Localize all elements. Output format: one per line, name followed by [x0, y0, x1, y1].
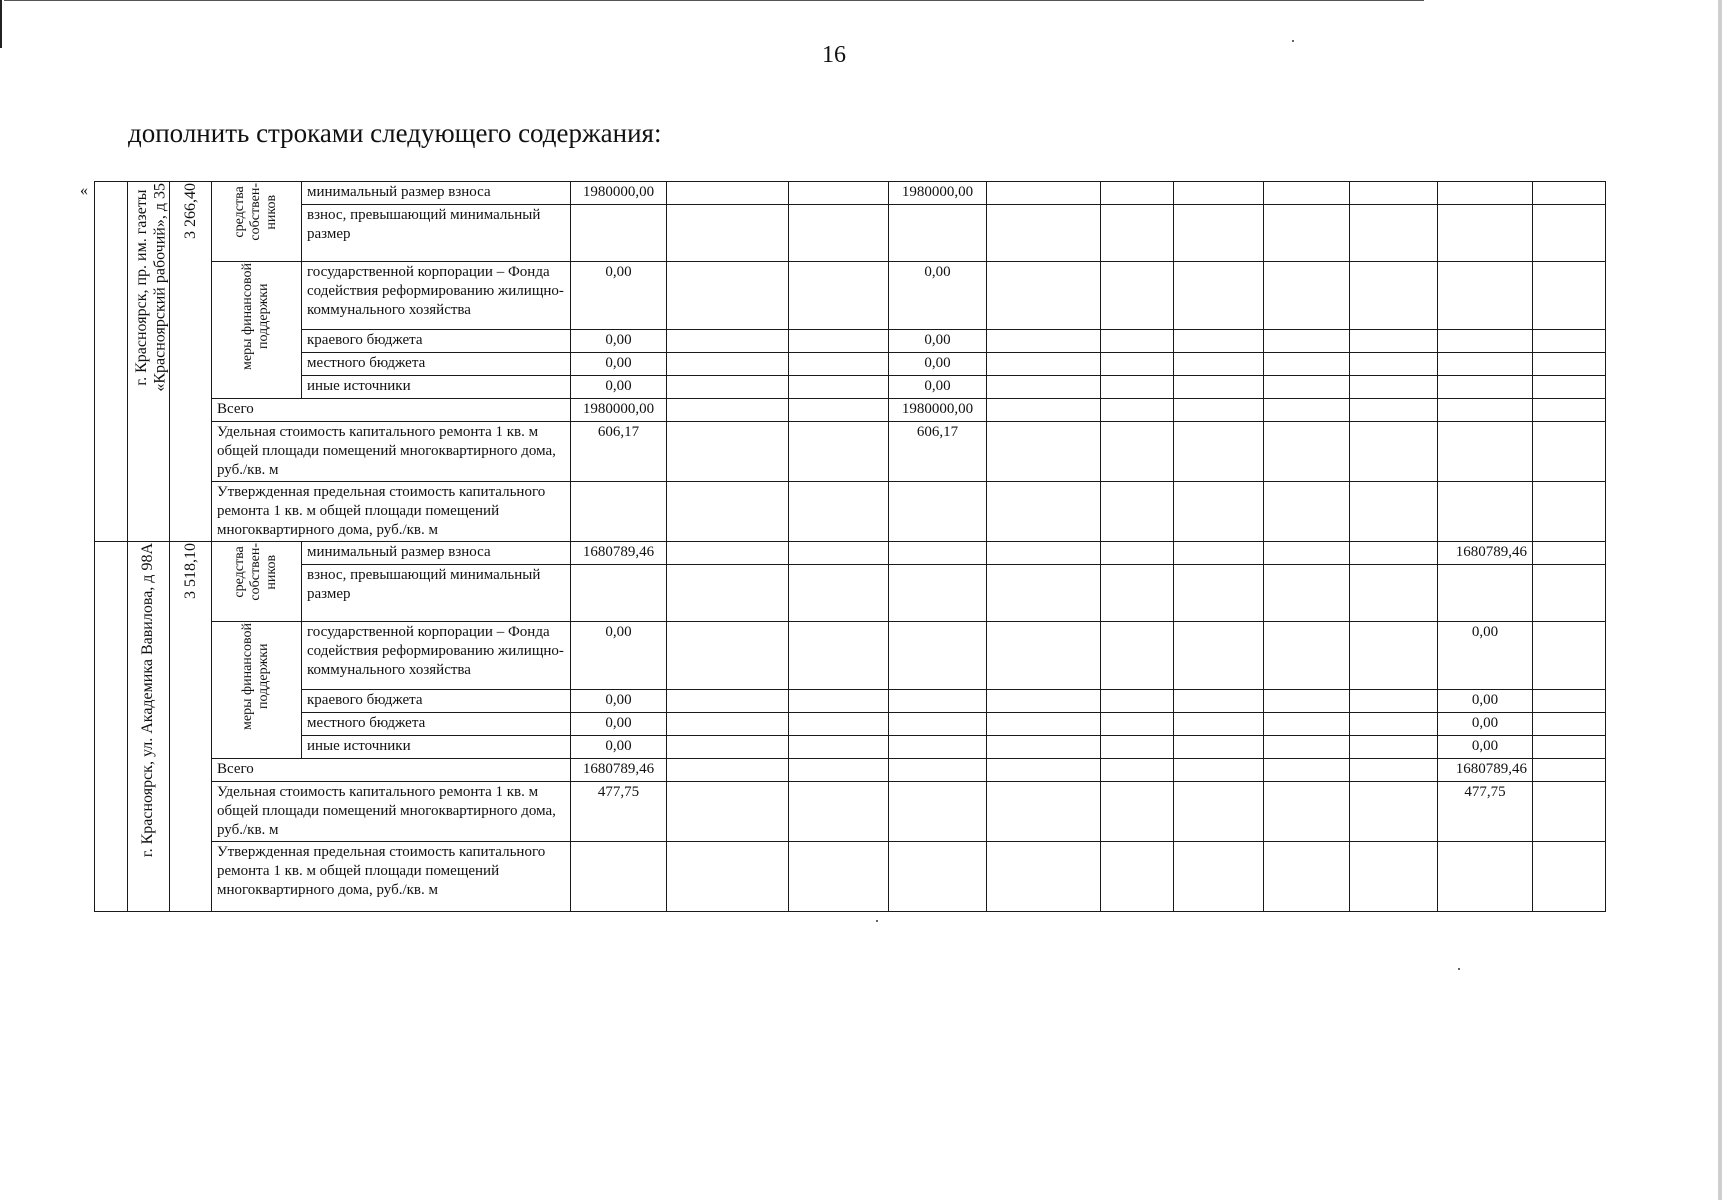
blank-cell	[667, 565, 789, 622]
area-cell	[170, 182, 212, 542]
row-label: Всего	[212, 759, 571, 782]
value-cell: 0,00	[571, 736, 667, 759]
blank-cell	[1174, 182, 1264, 205]
blank-cell	[889, 565, 987, 622]
group-label: ников	[264, 194, 280, 230]
scan-speck	[876, 920, 878, 922]
blank-cell	[1264, 182, 1350, 205]
blank-cell	[1174, 353, 1264, 376]
table-row	[95, 842, 1606, 912]
row-label: краевого бюджета	[302, 690, 571, 713]
blank-cell	[1533, 482, 1606, 542]
address-line: г. Красноярск, пр. им. газеты	[133, 189, 150, 386]
blank-cell	[1533, 353, 1606, 376]
blank-cell	[789, 713, 889, 736]
blank-cell	[789, 690, 889, 713]
blank-cell	[1350, 353, 1438, 376]
blank-cell	[1101, 759, 1174, 782]
value-cell: 0,00	[1438, 713, 1533, 736]
value-cell	[571, 205, 667, 262]
blank-cell	[987, 205, 1101, 262]
blank-cell	[1350, 842, 1438, 912]
blank-cell	[1533, 713, 1606, 736]
value-cell: 0,00	[1438, 736, 1533, 759]
blank-cell	[1350, 262, 1438, 330]
blank-cell	[1101, 376, 1174, 399]
row-label: Утвержденная предельная стоимость капитального ремонта 1 кв. м общей площади помещений многоквартирного дома, руб./кв. м	[212, 482, 571, 542]
blank-cell	[1350, 205, 1438, 262]
blank-cell	[1533, 205, 1606, 262]
blank-cell	[1174, 622, 1264, 690]
blank-cell	[789, 736, 889, 759]
blank-cell	[1264, 542, 1350, 565]
blank-cell	[1438, 330, 1533, 353]
table-row	[95, 565, 1606, 622]
blank-cell	[789, 376, 889, 399]
blank-cell	[987, 713, 1101, 736]
blank-cell	[1101, 690, 1174, 713]
blank-cell	[1174, 330, 1264, 353]
blank-cell	[1174, 482, 1264, 542]
table-row	[95, 262, 1606, 330]
blank-cell	[789, 842, 889, 912]
value-cell: 0,00	[1438, 622, 1533, 690]
scan-edge-top	[4, 0, 1424, 1]
row-label: краевого бюджета	[302, 330, 571, 353]
value-cell: 477,75	[1438, 782, 1533, 842]
blank-cell	[1101, 782, 1174, 842]
table-row	[95, 713, 1606, 736]
blank-cell	[1174, 399, 1264, 422]
blank-cell	[667, 542, 789, 565]
blank-cell	[1264, 565, 1350, 622]
blank-cell	[789, 330, 889, 353]
blank-cell	[1350, 182, 1438, 205]
value-cell: 0,00	[571, 353, 667, 376]
value-cell: 1680789,46	[1438, 542, 1533, 565]
value-cell: 606,17	[889, 422, 987, 482]
value-cell: 0,00	[571, 330, 667, 353]
blank-cell	[987, 182, 1101, 205]
blank-cell	[789, 262, 889, 330]
blank-cell	[1174, 542, 1264, 565]
group-label: поддержки	[256, 643, 272, 710]
group-support-cell	[212, 262, 302, 399]
blank-cell	[889, 782, 987, 842]
group-support-cell	[212, 622, 302, 759]
blank-cell	[789, 205, 889, 262]
value-cell: 0,00	[571, 376, 667, 399]
blank-cell	[987, 262, 1101, 330]
blank-cell	[1438, 262, 1533, 330]
blank-cell	[1533, 542, 1606, 565]
blank-cell	[1264, 842, 1350, 912]
blank-cell	[1438, 482, 1533, 542]
row-label: местного бюджета	[302, 353, 571, 376]
blank-cell	[667, 622, 789, 690]
blank-cell	[789, 565, 889, 622]
blank-cell	[667, 182, 789, 205]
blank-cell	[987, 736, 1101, 759]
area-value: 3 518,10	[181, 543, 199, 599]
area-cell	[170, 542, 212, 912]
value-cell: 1980000,00	[889, 399, 987, 422]
blank-cell	[1174, 376, 1264, 399]
address-cell	[128, 542, 170, 912]
blank-cell	[987, 842, 1101, 912]
blank-cell	[667, 262, 789, 330]
row-label: государственной корпорации – Фонда содействия реформированию жилищно-коммунального хозяйства	[302, 622, 571, 690]
value-cell	[889, 482, 987, 542]
blank-cell	[1174, 205, 1264, 262]
blank-cell	[889, 542, 987, 565]
blank-cell	[1264, 482, 1350, 542]
blank-cell	[1350, 713, 1438, 736]
blank-cell	[1101, 182, 1174, 205]
value-cell: 0,00	[571, 622, 667, 690]
table-row	[95, 399, 1606, 422]
value-cell: 0,00	[889, 376, 987, 399]
blank-cell	[1533, 330, 1606, 353]
blank-cell	[1438, 353, 1533, 376]
group-label: меры финансовой	[240, 263, 256, 370]
blank-cell	[667, 759, 789, 782]
table-row	[95, 542, 1606, 565]
blank-cell	[889, 842, 987, 912]
value-cell: 1680789,46	[571, 759, 667, 782]
intro-text: дополнить строками следующего содержания:	[128, 118, 662, 148]
blank-cell	[987, 422, 1101, 482]
blank-cell	[1350, 565, 1438, 622]
blank-cell	[987, 759, 1101, 782]
blank-cell	[1101, 713, 1174, 736]
scan-edge-left	[0, 0, 2, 48]
blank-cell	[889, 736, 987, 759]
blank-cell	[1533, 182, 1606, 205]
table-row	[95, 376, 1606, 399]
blank-cell	[987, 330, 1101, 353]
repair-financing-table	[94, 181, 1606, 912]
blank-cell	[667, 205, 789, 262]
blank-cell	[1438, 399, 1533, 422]
blank-cell	[1264, 262, 1350, 330]
blank-cell	[1533, 690, 1606, 713]
table-row	[95, 353, 1606, 376]
blank-cell	[667, 330, 789, 353]
blank-cell	[1264, 782, 1350, 842]
group-owners-cell	[212, 542, 302, 622]
blank-cell	[1533, 622, 1606, 690]
group-label: поддержки	[256, 283, 272, 350]
value-cell: 1980000,00	[889, 182, 987, 205]
table-row	[95, 182, 1606, 205]
blank-cell	[1350, 422, 1438, 482]
address-cell	[128, 182, 170, 542]
blank-cell	[1174, 736, 1264, 759]
value-cell: 1980000,00	[571, 182, 667, 205]
blank-cell	[1101, 422, 1174, 482]
blank-cell	[1350, 542, 1438, 565]
blank-cell	[789, 353, 889, 376]
row-label: иные источники	[302, 376, 571, 399]
blank-cell	[1101, 622, 1174, 690]
blank-cell	[789, 542, 889, 565]
blank-cell	[1438, 205, 1533, 262]
blank-cell	[95, 542, 128, 912]
blank-cell	[987, 542, 1101, 565]
area-value: 3 266,40	[181, 183, 199, 239]
blank-cell	[889, 713, 987, 736]
blank-cell	[1350, 330, 1438, 353]
blank-cell	[1350, 690, 1438, 713]
value-cell	[571, 482, 667, 542]
value-cell: 0,00	[889, 330, 987, 353]
table-row	[95, 330, 1606, 353]
blank-cell	[1174, 422, 1264, 482]
blank-cell	[987, 690, 1101, 713]
row-label: взнос, превышающий минимальный размер	[302, 565, 571, 622]
blank-cell	[1533, 422, 1606, 482]
blank-cell	[1533, 759, 1606, 782]
value-cell: 0,00	[571, 262, 667, 330]
blank-cell	[1101, 353, 1174, 376]
blank-cell	[1264, 399, 1350, 422]
blank-cell	[1264, 205, 1350, 262]
blank-cell	[1533, 262, 1606, 330]
blank-cell	[789, 399, 889, 422]
blank-cell	[987, 482, 1101, 542]
blank-cell	[987, 376, 1101, 399]
value-cell	[1438, 565, 1533, 622]
opening-quote-mark: «	[80, 182, 88, 199]
value-cell: 0,00	[571, 690, 667, 713]
blank-cell	[1533, 782, 1606, 842]
blank-cell	[1174, 759, 1264, 782]
blank-cell	[1350, 782, 1438, 842]
blank-cell	[1533, 399, 1606, 422]
group-label: собствен-	[248, 543, 264, 601]
address-line: «Красноярский рабочий», д 35	[151, 183, 169, 392]
blank-cell	[889, 622, 987, 690]
blank-cell	[667, 422, 789, 482]
group-label: средства	[232, 186, 248, 238]
blank-cell	[1101, 262, 1174, 330]
value-cell: 0,00	[889, 353, 987, 376]
blank-cell	[667, 782, 789, 842]
blank-cell	[667, 736, 789, 759]
blank-cell	[889, 690, 987, 713]
row-label: местного бюджета	[302, 713, 571, 736]
value-cell: 1980000,00	[571, 399, 667, 422]
blank-cell	[1533, 376, 1606, 399]
blank-cell	[1264, 353, 1350, 376]
scan-speck	[1458, 968, 1460, 970]
value-cell: 1680789,46	[1438, 759, 1533, 782]
blank-cell	[1264, 376, 1350, 399]
blank-cell	[1438, 422, 1533, 482]
blank-cell	[667, 690, 789, 713]
blank-cell	[667, 353, 789, 376]
blank-cell	[987, 353, 1101, 376]
table-row	[95, 759, 1606, 782]
value-cell: 477,75	[571, 782, 667, 842]
blank-cell	[95, 182, 128, 542]
blank-cell	[667, 713, 789, 736]
blank-cell	[667, 376, 789, 399]
value-cell: 1680789,46	[571, 542, 667, 565]
row-label: Удельная стоимость капитального ремонта 1 кв. м общей площади помещений многоквартирного дома, руб./кв. м	[212, 782, 571, 842]
blank-cell	[1174, 690, 1264, 713]
address-line: г. Красноярск, ул. Академика Вавилова, д 98А	[139, 543, 157, 858]
blank-cell	[1533, 565, 1606, 622]
blank-cell	[789, 422, 889, 482]
value-cell: 0,00	[571, 713, 667, 736]
row-label: взнос, превышающий минимальный размер	[302, 205, 571, 262]
blank-cell	[1264, 713, 1350, 736]
blank-cell	[1101, 399, 1174, 422]
blank-cell	[1533, 842, 1606, 912]
row-label: Всего	[212, 399, 571, 422]
blank-cell	[1101, 565, 1174, 622]
row-label: Удельная стоимость капитального ремонта 1 кв. м общей площади помещений многоквартирного дома, руб./кв. м	[212, 422, 571, 482]
table-row	[95, 482, 1606, 542]
group-label: собствен-	[248, 183, 264, 241]
page-number: 16	[822, 42, 846, 68]
group-label: средства	[232, 546, 248, 598]
group-label: ников	[264, 554, 280, 590]
row-label: минимальный размер взноса	[302, 542, 571, 565]
blank-cell	[1264, 736, 1350, 759]
blank-cell	[1264, 690, 1350, 713]
blank-cell	[1350, 759, 1438, 782]
blank-cell	[789, 759, 889, 782]
row-label: иные источники	[302, 736, 571, 759]
group-label: меры финансовой	[240, 623, 256, 730]
table-row	[95, 205, 1606, 262]
blank-cell	[1174, 842, 1264, 912]
blank-cell	[789, 782, 889, 842]
blank-cell	[987, 399, 1101, 422]
blank-cell	[1264, 759, 1350, 782]
value-cell: 606,17	[571, 422, 667, 482]
blank-cell	[1174, 262, 1264, 330]
group-owners-cell	[212, 182, 302, 262]
blank-cell	[667, 842, 789, 912]
value-cell	[571, 842, 667, 912]
blank-cell	[1101, 330, 1174, 353]
row-label: государственной корпорации – Фонда содействия реформированию жилищно-коммунального хозяйства	[302, 262, 571, 330]
table-row	[95, 782, 1606, 842]
blank-cell	[1350, 399, 1438, 422]
blank-cell	[1101, 542, 1174, 565]
blank-cell	[667, 399, 789, 422]
value-cell	[1438, 842, 1533, 912]
blank-cell	[789, 482, 889, 542]
blank-cell	[987, 565, 1101, 622]
value-cell: 0,00	[1438, 690, 1533, 713]
table-row	[95, 690, 1606, 713]
value-cell	[889, 205, 987, 262]
blank-cell	[1350, 482, 1438, 542]
blank-cell	[789, 622, 889, 690]
value-cell: 0,00	[889, 262, 987, 330]
blank-cell	[1350, 376, 1438, 399]
scan-edge-right	[1718, 0, 1722, 1200]
blank-cell	[667, 482, 789, 542]
blank-cell	[889, 759, 987, 782]
table-row	[95, 736, 1606, 759]
blank-cell	[1264, 422, 1350, 482]
blank-cell	[1438, 182, 1533, 205]
blank-cell	[1101, 482, 1174, 542]
blank-cell	[1174, 713, 1264, 736]
blank-cell	[1174, 782, 1264, 842]
table-row	[95, 622, 1606, 690]
blank-cell	[987, 622, 1101, 690]
blank-cell	[789, 182, 889, 205]
row-label: Утвержденная предельная стоимость капитального ремонта 1 кв. м общей площади помещений многоквартирного дома, руб./кв. м	[212, 842, 571, 912]
blank-cell	[1350, 736, 1438, 759]
blank-cell	[1438, 376, 1533, 399]
blank-cell	[1533, 736, 1606, 759]
blank-cell	[1101, 205, 1174, 262]
blank-cell	[1101, 842, 1174, 912]
row-label: минимальный размер взноса	[302, 182, 571, 205]
blank-cell	[1264, 330, 1350, 353]
blank-cell	[1264, 622, 1350, 690]
table-row	[95, 422, 1606, 482]
blank-cell	[1350, 622, 1438, 690]
blank-cell	[1174, 565, 1264, 622]
value-cell	[571, 565, 667, 622]
blank-cell	[1101, 736, 1174, 759]
blank-cell	[987, 782, 1101, 842]
